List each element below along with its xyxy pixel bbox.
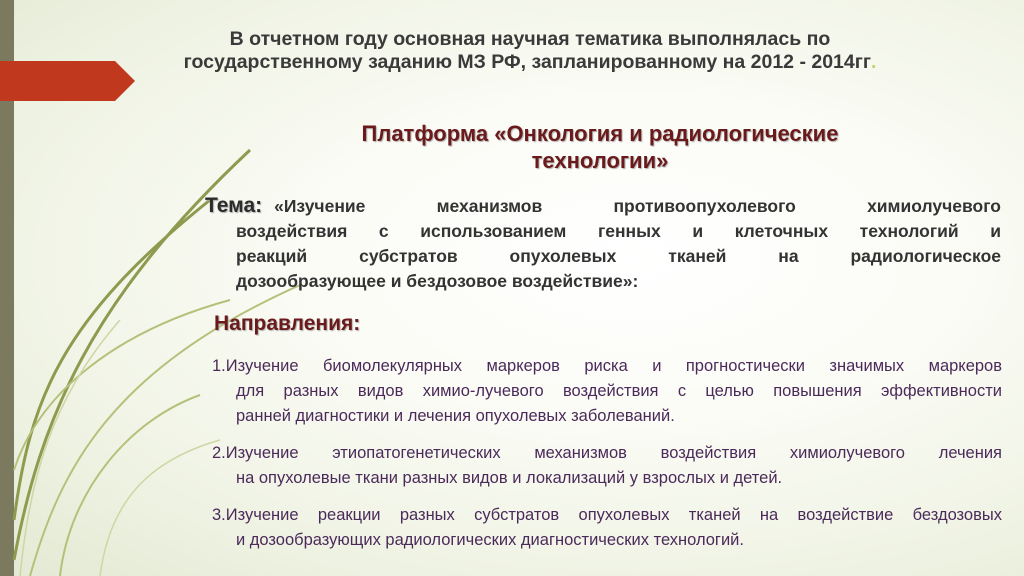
list-item [212,441,1002,491]
title-line-2: государственному заданию МЗ РФ, запланированному на 2012 - 2014гг. [183,51,877,73]
topic-text-line-2: воздействия с использованием генных и клеточных технологий и [236,221,1001,241]
red-arrow-shape [0,61,135,101]
item-3-line-2: и дозообразующих радиологических диагностических технологий. [236,531,744,549]
item-1-line-3: ранней диагностики и лечения опухолевых заболеваний. [236,407,675,425]
topic-line-1 [205,193,1001,219]
slide-title [180,28,880,74]
directions-list [212,354,1002,565]
title-line-1: В отчетном году основная научная тематика выполнялась по [229,28,831,50]
platform-line-2: технологии» [531,148,669,173]
topic-text-line-4: дозообразующее и бездозовое воздействие»: [236,271,639,291]
item-2-line-2: на опухолевые ткани разных видов и локализаций у взрослых и детей. [236,469,783,487]
list-item [212,503,1002,553]
topic-label: Тема: [205,194,263,217]
platform-line-1: Платформа «Онкология и радиологические [361,121,839,146]
item-1-line-1: 1.Изучение биомолекулярных маркеров риска и прогностически значимых маркеров [212,357,1002,375]
platform-heading [270,120,930,174]
item-3-line-1: 3.Изучение реакции разных субстратов опухолевых тканей на воздействие бездозовых [212,506,1002,524]
topic-text-line-1: «Изучение механизмов противоопухолевого химиолучевого [274,196,1001,216]
topic-text-line-3: реакций субстратов опухолевых тканей на радиологическое [236,246,1001,266]
list-item [212,354,1002,429]
directions-heading: Направления: [214,312,361,335]
item-2-line-1: 2.Изучение этиопатогенетических механизмов воздействия химиолучевого лечения [212,444,1002,462]
topic-block [205,193,1001,294]
item-1-line-2: для разных видов химио-лучевого воздействия с целью повышения эффективности [236,382,1002,400]
